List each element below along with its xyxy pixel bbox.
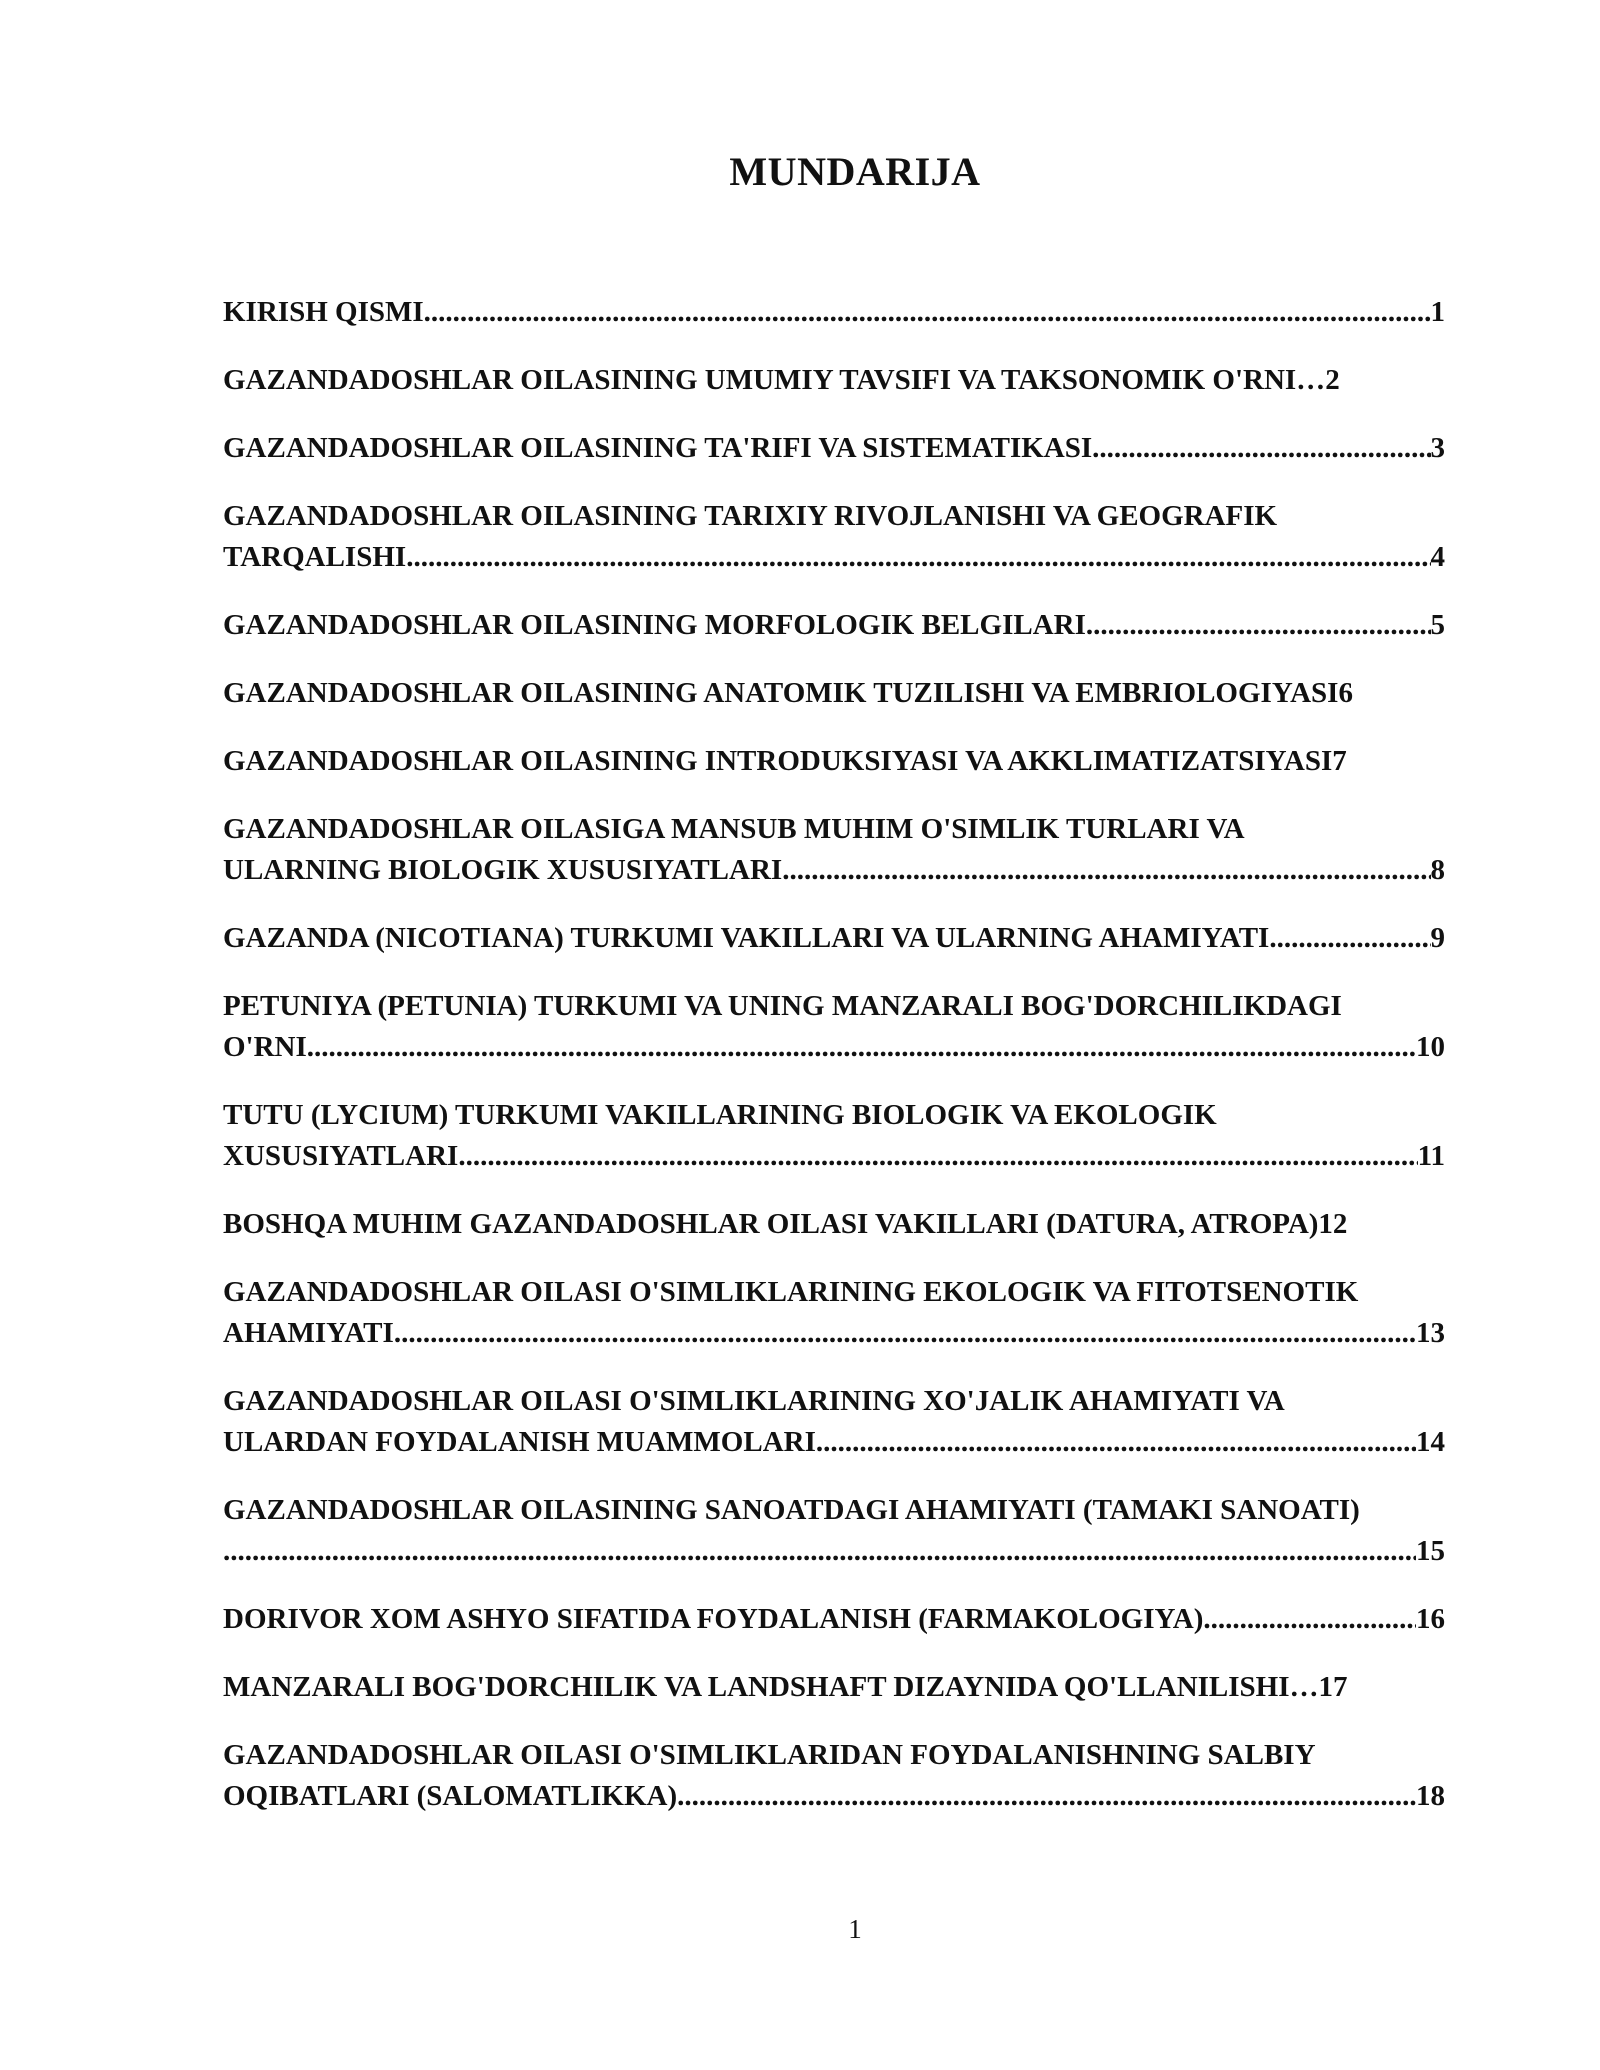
toc-entry-leader-line (223, 537, 1445, 578)
toc-entry-title: MANZARALI BOG'DORCHILIK VA LANDSHAFT DIZAYNIDA QO'LLANILISHI… (223, 1671, 1319, 1703)
toc-entry-page: 15 (1416, 1535, 1445, 1567)
toc-entry-title: TARQALISHI (223, 541, 407, 573)
toc-entry-leader-line (223, 673, 1445, 714)
toc-entry-leader-line (223, 1599, 1445, 1640)
toc-entry-title: BOSHQA MUHIM GAZANDADOSHLAR OILASI VAKILLARI (DATURA, ATROPA) (223, 1208, 1319, 1240)
dot-leader (1269, 918, 1430, 959)
table-of-contents (223, 292, 1445, 1844)
toc-entry[interactable] (223, 605, 1445, 646)
toc-entry-leader-line (223, 1204, 1445, 1245)
toc-entry-title-line: GAZANDADOSHLAR OILASI O'SIMLIKLARIDAN FOYDALANISHNING SALBIY (223, 1739, 1316, 1771)
toc-entry-title: AHAMIYATI (223, 1317, 394, 1349)
toc-entry-leader-line (223, 292, 1445, 333)
toc-entry-page: 4 (1430, 541, 1445, 573)
toc-entry-leader-line (223, 918, 1445, 959)
toc-entry[interactable] (223, 1204, 1445, 1245)
toc-entry-page: 13 (1416, 1317, 1445, 1349)
toc-entry-title-line: GAZANDADOSHLAR OILASI O'SIMLIKLARINING EKOLOGIK VA FITOTSENOTIK (223, 1276, 1359, 1308)
toc-entry-title: XUSUSIYATLARI (223, 1140, 459, 1172)
dot-leader (394, 1313, 1416, 1354)
page-title: MUNDARIJA (729, 149, 981, 194)
toc-entry-page: 12 (1318, 1208, 1348, 1240)
toc-entry-page: 17 (1318, 1671, 1348, 1703)
toc-entry-title: O'RNI (223, 1031, 307, 1063)
toc-entry-page: 3 (1430, 432, 1445, 464)
toc-entry[interactable] (223, 673, 1445, 714)
toc-entry-title-line: GAZANDADOSHLAR OILASINING SANOATDAGI AHAMIYATI (TAMAKI SANOATI) (223, 1494, 1360, 1526)
page-number: 1 (848, 1914, 862, 1944)
toc-entry-page: 8 (1430, 854, 1445, 886)
toc-entry-title: GAZANDADOSHLAR OILASINING UMUMIY TAVSIFI VA TAKSONOMIK O'RNI… (223, 364, 1326, 396)
toc-entry-page: 16 (1416, 1603, 1445, 1635)
dot-leader (424, 292, 1431, 333)
toc-entry[interactable] (223, 741, 1445, 782)
dot-leader (1203, 1599, 1416, 1640)
toc-entry-title-line: TUTU (LYCIUM) TURKUMI VAKILLARINING BIOLOGIK VA EKOLOGIK (223, 1099, 1217, 1131)
toc-entry-page: 1 (1430, 296, 1445, 328)
toc-entry-page: 9 (1430, 922, 1445, 954)
toc-entry-leader-line (223, 1136, 1445, 1177)
toc-entry-leader-line (223, 1531, 1445, 1572)
toc-entry-leader-line (223, 1776, 1445, 1817)
toc-entry-page: 11 (1417, 1140, 1445, 1172)
toc-entry-leader-line (223, 428, 1445, 469)
toc-entry-title: OQIBATLARI (SALOMATLIKKA) (223, 1780, 678, 1812)
dot-leader (458, 1136, 1417, 1177)
toc-entry[interactable] (223, 360, 1445, 401)
toc-entry[interactable] (223, 1735, 1445, 1817)
toc-entry-title: KIRISH QISMI (223, 296, 424, 328)
toc-entry[interactable] (223, 292, 1445, 333)
toc-entry[interactable] (223, 986, 1445, 1068)
dot-leader (1086, 605, 1431, 646)
toc-entry-title: GAZANDADOSHLAR OILASINING ANATOMIK TUZILISHI VA EMBRIOLOGIYASI (223, 677, 1339, 709)
toc-entry-leader-line (223, 850, 1445, 891)
toc-entry-page: 6 (1338, 677, 1353, 709)
toc-entry[interactable] (223, 1667, 1445, 1708)
dot-leader (677, 1776, 1416, 1817)
toc-entry-leader-line (223, 360, 1445, 401)
toc-entry[interactable] (223, 428, 1445, 469)
toc-entry-page: 14 (1416, 1426, 1445, 1458)
toc-entry-title-line: GAZANDADOSHLAR OILASI O'SIMLIKLARINING XO'JALIK AHAMIYATI VA (223, 1385, 1285, 1417)
toc-entry[interactable] (223, 1381, 1445, 1463)
toc-entry-title: GAZANDADOSHLAR OILASINING TA'RIFI VA SISTEMATIKASI (223, 432, 1093, 464)
toc-entry-leader-line (223, 741, 1445, 782)
toc-entry[interactable] (223, 1490, 1445, 1572)
toc-entry-page: 10 (1416, 1031, 1445, 1063)
toc-entry[interactable] (223, 1599, 1445, 1640)
toc-entry-leader-line (223, 1313, 1445, 1354)
toc-entry-title-line: GAZANDADOSHLAR OILASIGA MANSUB MUHIM O'SIMLIK TURLARI VA (223, 813, 1245, 845)
toc-entry-title: GAZANDADOSHLAR OILASINING MORFOLOGIK BELGILARI (223, 609, 1086, 641)
toc-entry[interactable] (223, 809, 1445, 891)
toc-entry[interactable] (223, 496, 1445, 578)
dot-leader (307, 1027, 1416, 1068)
dot-leader (782, 850, 1430, 891)
toc-entry-leader-line (223, 605, 1445, 646)
dot-leader (816, 1422, 1416, 1463)
toc-entry-leader-line (223, 1027, 1445, 1068)
toc-entry[interactable] (223, 1095, 1445, 1177)
toc-entry-title: GAZANDA (NICOTIANA) TURKUMI VAKILLARI VA ULARNING AHAMIYATI (223, 922, 1270, 954)
toc-entry-title-line: PETUNIYA (PETUNIA) TURKUMI VA UNING MANZARALI BOG'DORCHILIKDAGI (223, 990, 1342, 1022)
toc-entry-title: DORIVOR XOM ASHYO SIFATIDA FOYDALANISH (FARMAKOLOGIYA) (223, 1603, 1204, 1635)
toc-entry-title: ULARNING BIOLOGIK XUSUSIYATLARI (223, 854, 783, 886)
toc-entry-leader-line (223, 1667, 1445, 1708)
toc-entry-title: ULARDAN FOYDALANISH MUAMMOLARI (223, 1426, 816, 1458)
toc-entry[interactable] (223, 1272, 1445, 1354)
toc-entry-leader-line (223, 1422, 1445, 1463)
dot-leader (223, 1531, 1416, 1572)
toc-entry-page: 5 (1430, 609, 1445, 641)
toc-entry-title: GAZANDADOSHLAR OILASINING INTRODUKSIYASI VA AKKLIMATIZATSIYASI (223, 745, 1333, 777)
toc-entry-title-line: GAZANDADOSHLAR OILASINING TARIXIY RIVOJLANISHI VA GEOGRAFIK (223, 500, 1278, 532)
dot-leader (1092, 428, 1430, 469)
toc-entry-page: 2 (1325, 364, 1340, 396)
dot-leader (406, 537, 1430, 578)
toc-entry[interactable] (223, 918, 1445, 959)
toc-entry-page: 7 (1332, 745, 1347, 777)
toc-entry-page: 18 (1416, 1780, 1445, 1812)
